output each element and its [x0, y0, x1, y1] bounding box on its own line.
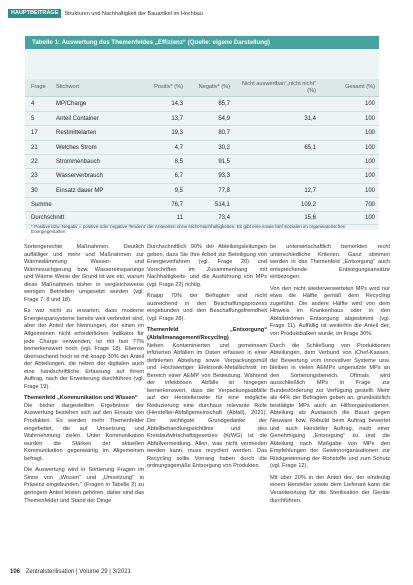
table-cell: 19,3	[171, 130, 183, 137]
table-cell: 100	[364, 144, 375, 151]
paragraph: Knapp 70% der Befragten sind nicht ausreichend in den Beschaffungsprozess eingebunden und den Beschaffungsfremdheit (vgl. Frage 28).	[147, 293, 267, 322]
table-cell: 4	[31, 101, 35, 108]
table-cell: 5	[31, 115, 35, 122]
table-cell: 21	[31, 144, 38, 151]
table-cell: 30	[31, 187, 38, 194]
table-cell: Strommenbauch	[56, 158, 101, 165]
table-cell: Wasserverbrauch	[56, 173, 103, 180]
table-row	[25, 141, 379, 155]
table-cell: 76,7	[171, 202, 183, 209]
paragraph: Mit über 20% in der Anteil der, der eindeutig einem Hersteller sowie dem Lieferant kann die Verantwortung für die Sterilisation der Geräte durchführen.	[270, 474, 390, 504]
table-cell: 17	[31, 130, 38, 137]
table-cell: 31,4	[304, 115, 316, 122]
table-title: Tabelle 1: Auswertung des Themenfeldes „Effizienz“ (Quelle: eigene Darstellung)	[25, 36, 379, 49]
table-row	[25, 184, 379, 198]
subheading: Themenfeld „Entsorgung“ (Abfallmanagement/Recycling)	[147, 327, 267, 342]
table-row	[25, 112, 379, 126]
table-cell: Negativ* (%)	[198, 84, 230, 91]
table-row	[25, 127, 379, 141]
table-cell: 65,1	[304, 144, 316, 151]
subheading: Themenfeld „Kommunikation und Wissen“	[24, 395, 138, 402]
text-column-left	[24, 244, 144, 509]
table-cell: 100	[364, 215, 375, 222]
table-cell: Restmittelarten	[56, 130, 97, 137]
running-header: Strukturen und Nachhaltigkeit der Bauartikel im Hochbau	[64, 10, 203, 17]
paragraph: Von den nicht wiederverwerteten MPs wird nur etwa die Hälfte gemäß dem Recycling zugeführt. Die andere Hälfte wird von dem Hinweis im Krankenhaus oder in den Abfallströmen Entsorgung abgestimmt (vgl. Frage 11). Auffällig ist weiterhin die Anteil der, von Produktbalken wurde, im Frage 30%.	[270, 285, 390, 338]
table-cell: 100	[364, 130, 375, 137]
table-cell: 91,5	[218, 158, 230, 165]
table-cell: Einsatz dauer MP	[56, 187, 104, 194]
table-cell: 100	[364, 173, 375, 180]
table-cell: Positiv* (%)	[154, 84, 183, 91]
table-row	[25, 170, 379, 184]
table-cell: 13,7	[171, 115, 183, 122]
table-cell: 30,2	[218, 144, 230, 151]
paragraph: be unterwirtschaftlich bemerkten recht unterschiedliche Kriterien. Ganz stimmen werden in das Themenfeld „Entsorgung“ auch entsprechende Entsorgungsansätze einbezogen.	[270, 244, 390, 281]
table-cell: 23	[31, 173, 38, 180]
table-cell: 77,8	[218, 187, 230, 194]
text-column-right	[270, 244, 390, 509]
page-footer	[10, 569, 131, 575]
table-cell: 100	[364, 115, 375, 122]
table-cell: 54,9	[218, 115, 230, 122]
table-footnote: * Positive bzw. Negativ = positive oder negative Tendenz der Antworten ohne Nicht-Nachhaltigkeiten: Es gibt eine sowie fünf Sozialen im organisatorischen Energiegestalten	[31, 224, 346, 235]
paragraph: Die bisher dargestellten Ergebnisse der Auswertung beziehen sich auf den Einsatz von Produkten. Es werden mehr Themenfelder eingebettet, die auf Umsetzung und Wahrnehmung zielen. Unter Kommunikation wurden die Stärken der aktuellen Kommunikation gegenwärtig im Allgemeinen befragt.	[24, 402, 144, 462]
table-cell: Summe	[31, 202, 52, 209]
table-cell: 22	[31, 158, 38, 165]
paragraph: Sortengerechte Maßnahmen. Deutlich auffälliger und mehr und Maßnahmen zur Wärmedämmung Wasser- und Wärmesuchgerung bzw. Wassereinsparungs und Wärme Weise der Grund ist wie etc. warum diese Maßnahmen bisher in vergleichsweise wenigen Betrieben umgesetzt wurden (vgl. Frage 7, 8 und 18).	[24, 244, 144, 303]
table-cell: 100	[364, 101, 375, 108]
paragraph: Durchschnittlich 90% der Abteilungsleitungen geben, dass Sie Ihre Arbeit zur Beteiligung von Energieverfahren (vgl. Frage 20) und Vorschriften im Zusammenhang mit Nachhaltigkeits- und die Ausführung von MPs (vgl. Frage 22) richtig.	[147, 244, 267, 288]
table-row	[25, 156, 379, 170]
paragraph: Die Auswertung wird in Sortierung Fragen im Sinne von „Wissen“ und „Umsetzung“ in Präsenz eingebunden.“ (Fragen in Tabelle 2) zu geringem Anteil leisten gehören, daher sind das Themenfelder und Stand der Dinge	[24, 467, 144, 504]
table-cell: 109,2	[300, 202, 316, 209]
table-cell: Durchschnitt	[31, 215, 65, 222]
table-cell: 11	[176, 215, 183, 222]
page-number: 106	[10, 569, 21, 575]
table-cell: 14,3	[171, 101, 183, 108]
table-cell: 9,5	[174, 187, 183, 194]
table-cell: 4,7	[174, 144, 183, 151]
table-cell: 93,3	[218, 173, 230, 180]
paragraph: Neben Kontaminierten und gemeinsam infizierten Abfällen im Daten erfassen in einer definierten Abteilung sowie Verpackungsmüll und Hochwertiger Elektronik-Metallschrott im Bereich einer AEMP von Bedeutung. Während der infektiösen Abfälle ist hingegen bemerkenswert, dass die Verpackungsabfälle auf der Herstellerseite für eine mögliche Reduzierung eine durchaus relevante Rolle (Hersteller-Abfallgemeinschaft (Abfall), 2021). Der wichtigste Grundgedanke der Abfallbehandlungsrichtlinie und des Kreislaufwirtschaftsgesetzes (KrWG) ist die Abfallvermeidung. Allen, was nicht vermieden werden kann, muss recycliert werden. Das Recycling sollte Vorrang haben durch die ordnungsgemäße Entsorgung von Produkten.	[147, 342, 267, 470]
table-cell: 80,7	[218, 130, 230, 137]
table-cell: 6,7	[174, 173, 183, 180]
table-cell: Anteil Container	[56, 115, 99, 122]
table-cell: Nicht auswertbar/ „nicht nicht“ (%)	[242, 81, 316, 94]
table-cell: 12,7	[304, 187, 316, 194]
table-cell: 100	[364, 187, 375, 194]
table-cell: 85,7	[218, 101, 230, 108]
table-cell: 514,1	[214, 202, 230, 209]
table-cell: Welches Strom	[56, 144, 97, 151]
table-cell: 8,5	[174, 158, 183, 165]
section-tag: HAUPTBEITRÄGE	[8, 9, 61, 18]
table-cell: 15,6	[304, 215, 316, 222]
table-cell: Gesamt (%)	[345, 84, 375, 91]
table-cell: 100	[364, 158, 375, 165]
table-cell: Stichwort	[56, 84, 80, 91]
table-cell: Frage	[31, 84, 46, 91]
table-summary-row	[25, 213, 379, 225]
table-row	[25, 98, 379, 112]
paragraph: Es war nicht zu erwarten, dass moderne Energiesparsysteme bereits weit verbreitet sind, aber der Anteil der Nennungen, der einen im Allgemeinen nicht erforderlichen Indikator für jede Charge verwenden, ist mit fast 77% bemerkenswert hoch (vgl. Frage 18). Ebenso überraschend hoch ist mit knapp 30% der Anteil der Abteilungen, die neben der digitalen auch eine handschriftliche Erfassung auf ihrem Auftrag, nach der Erweiterung durchführen (vgl. Frage 19).	[24, 308, 144, 390]
table-cell: 73,4	[218, 215, 230, 222]
table-cell: MP/Charge	[56, 101, 87, 108]
table-cell: 700	[364, 202, 375, 209]
table-summary-row	[25, 200, 379, 212]
table-header-row	[25, 79, 379, 97]
paragraph: Durch die Schließung von Produktionen Abteilungen, dem Verbund von iChef-Kassen, der Bewertung vom innovativer Systeme usw. bleiben in vielen AEMPs ungenutzte MPs an den Sortierungsbereich. Oftmals wird ausschließlich MPs in Frage zur Bundesförderung zur Verfügung gestellt. Mehr als 44% der Befragten geben an, grundsätzlich bestätigte MPs auch an Hilfsorganisationen. Abteilung als Austausch die Baust gegen Neuware bzw. Rebuild beim Auftrag bewertet und auch Hersteller Auftrag, nach einer Genehmigung „Entsorgung“ zu und die Abteilung nach Maßgabe von MPs den Empfehlungen der Gewinnorganisationen zur Rückgewinnung der Rohstoffe und zum Schutz (vgl. Frage 12).	[270, 342, 390, 470]
journal-name: Zentralsterilisation | Volume 29 | 3/2021	[25, 569, 131, 575]
text-column-middle	[147, 244, 267, 475]
page-header	[8, 9, 405, 18]
